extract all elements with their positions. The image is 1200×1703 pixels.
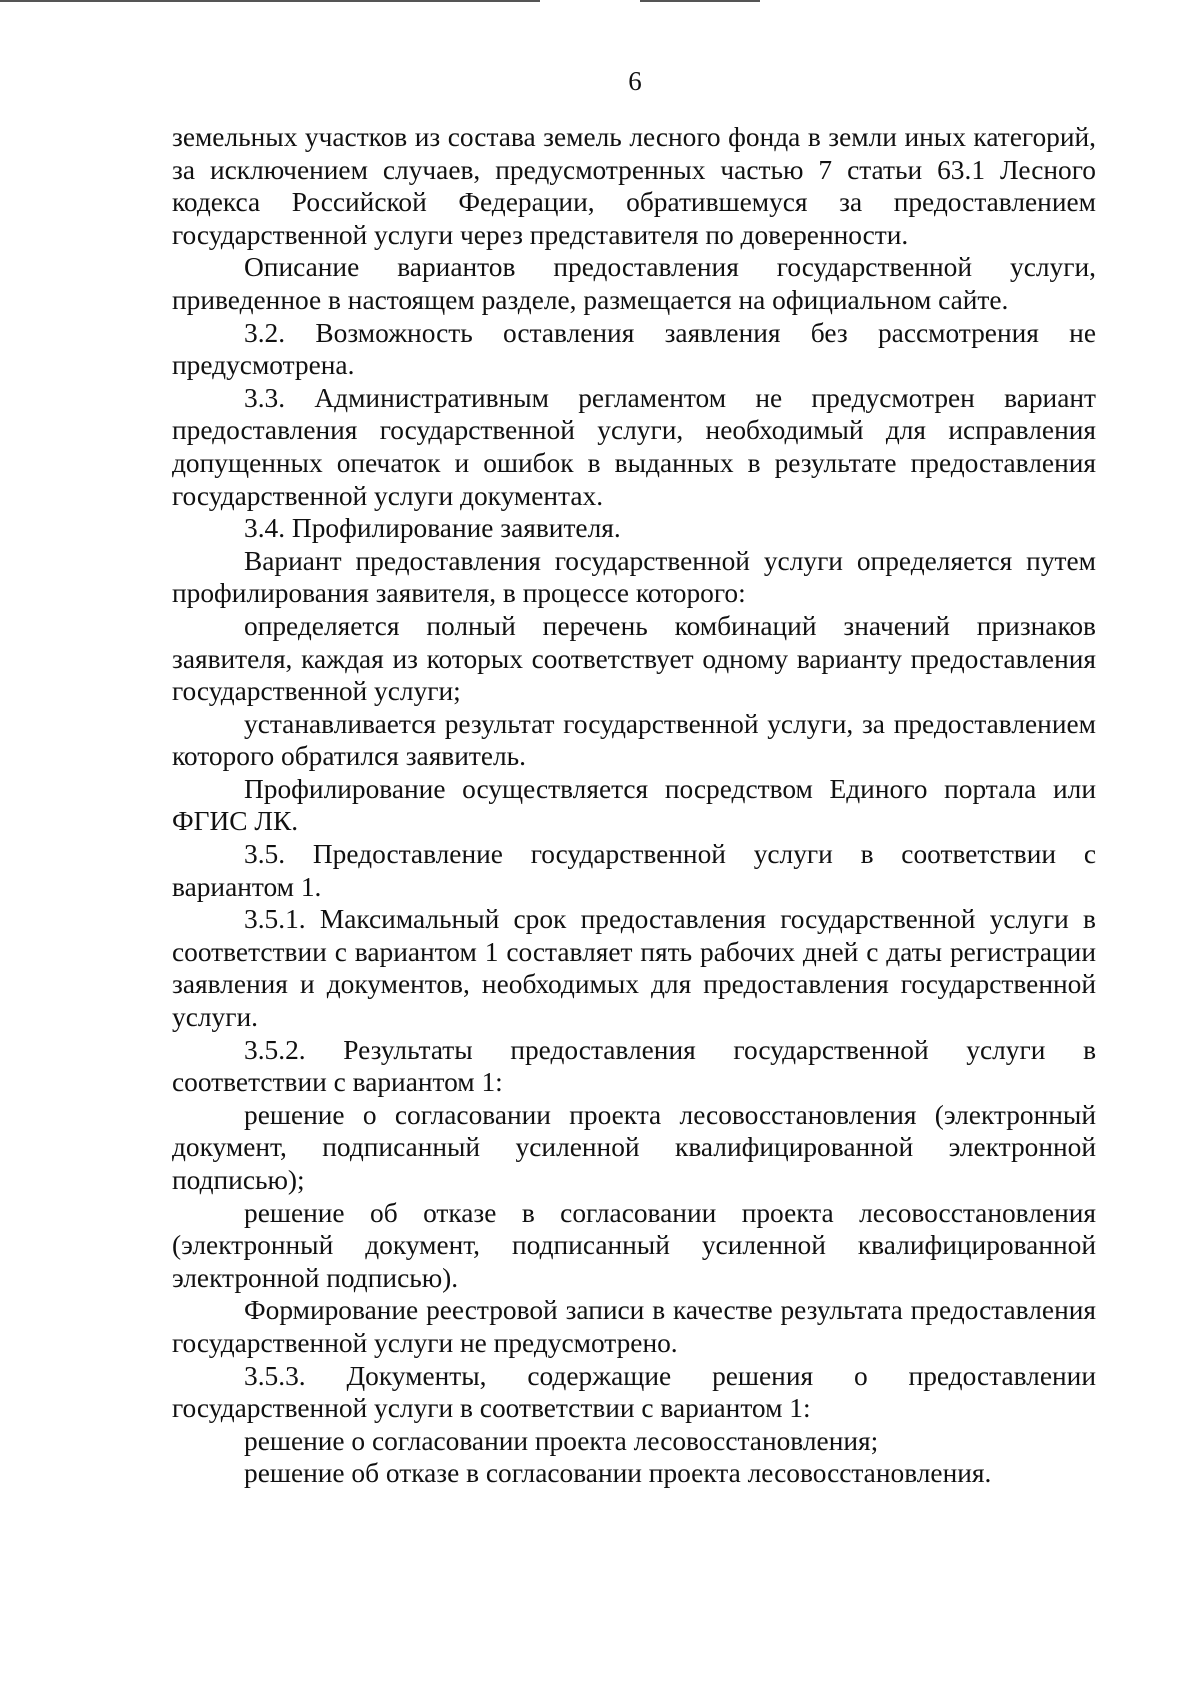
scan-edge-line [640, 0, 760, 2]
paragraph: земельных участков из состава земель лесного фонда в земли иных категорий, за исключением случаев, предусмотренных частью 7 статьи 63.1 Лесного кодекса Российской Федерации, обратившемуся за предоставлением государственной услуги через представителя по доверенности. [172, 122, 1096, 250]
page-number: 6 [628, 66, 642, 96]
paragraph: решение об отказе в согласовании проекта лесовосстановления. [244, 1458, 992, 1489]
paragraph: определяется полный перечень комбинаций значений признаков заявителя, каждая из которых соответствует одному варианту предоставления государственной услуги; [172, 610, 1096, 707]
paragraph: устанавливается результат государственной услуги, за предоставлением которого обратился заявитель. [172, 708, 1096, 772]
paragraph: Формирование реестровой записи в качестве результата предоставления государственной услуги не предусмотрено. [172, 1295, 1096, 1358]
paragraph: решение об отказе в согласовании проекта лесовосстановления (электронный документ, подписанный усиленной квалифицированной электронной подписью). [172, 1197, 1096, 1293]
section-heading: 3.4. Профилирование заявителя. [244, 513, 621, 544]
paragraph: решение о согласовании проекта лесовосстановления (электронный документ, подписанный усиленной квалифицированной электронной подписью); [172, 1099, 1096, 1195]
paragraph: Профилирование осуществляется посредством Единого портала или ФГИС ЛК. [172, 773, 1096, 837]
scan-edge-line [0, 0, 540, 2]
paragraph: 3.5.2. Результаты предоставления государственной услуги в соответствии с вариантом 1: [172, 1034, 1096, 1098]
paragraph: решение о согласовании проекта лесовосстановления; [244, 1425, 879, 1456]
document-body [172, 121, 1096, 1490]
paragraph: 3.5.1. Максимальный срок предоставления государственной услуги в соответствии с вариантом 1 составляет пять рабочих дней с даты регистрации заявления и документов, необходимых для предоставления государственной услуги. [172, 904, 1096, 1033]
paragraph: 3.3. Административным регламентом не предусмотрен вариант предоставления государственной услуги, необходимый для исправления допущенных опечаток и ошибок в выданных в результате предоставления государственной услуги документах. [172, 382, 1096, 511]
paragraph: 3.5.3. Документы, содержащие решения о предоставлении государственной услуги в соответствии с вариантом 1: [172, 1360, 1096, 1424]
paragraph: Вариант предоставления государственной услуги определяется путем профилирования заявителя, в процессе которого: [172, 545, 1096, 609]
paragraph: 3.2. Возможность оставления заявления без рассмотрения не предусмотрена. [172, 317, 1096, 381]
paragraph: Описание вариантов предоставления государственной услуги, приведенное в настоящем разделе, размещается на официальном сайте. [172, 252, 1096, 315]
section-heading: 3.5. Предоставление государственной услуги в соответствии с вариантом 1. [172, 839, 1096, 902]
